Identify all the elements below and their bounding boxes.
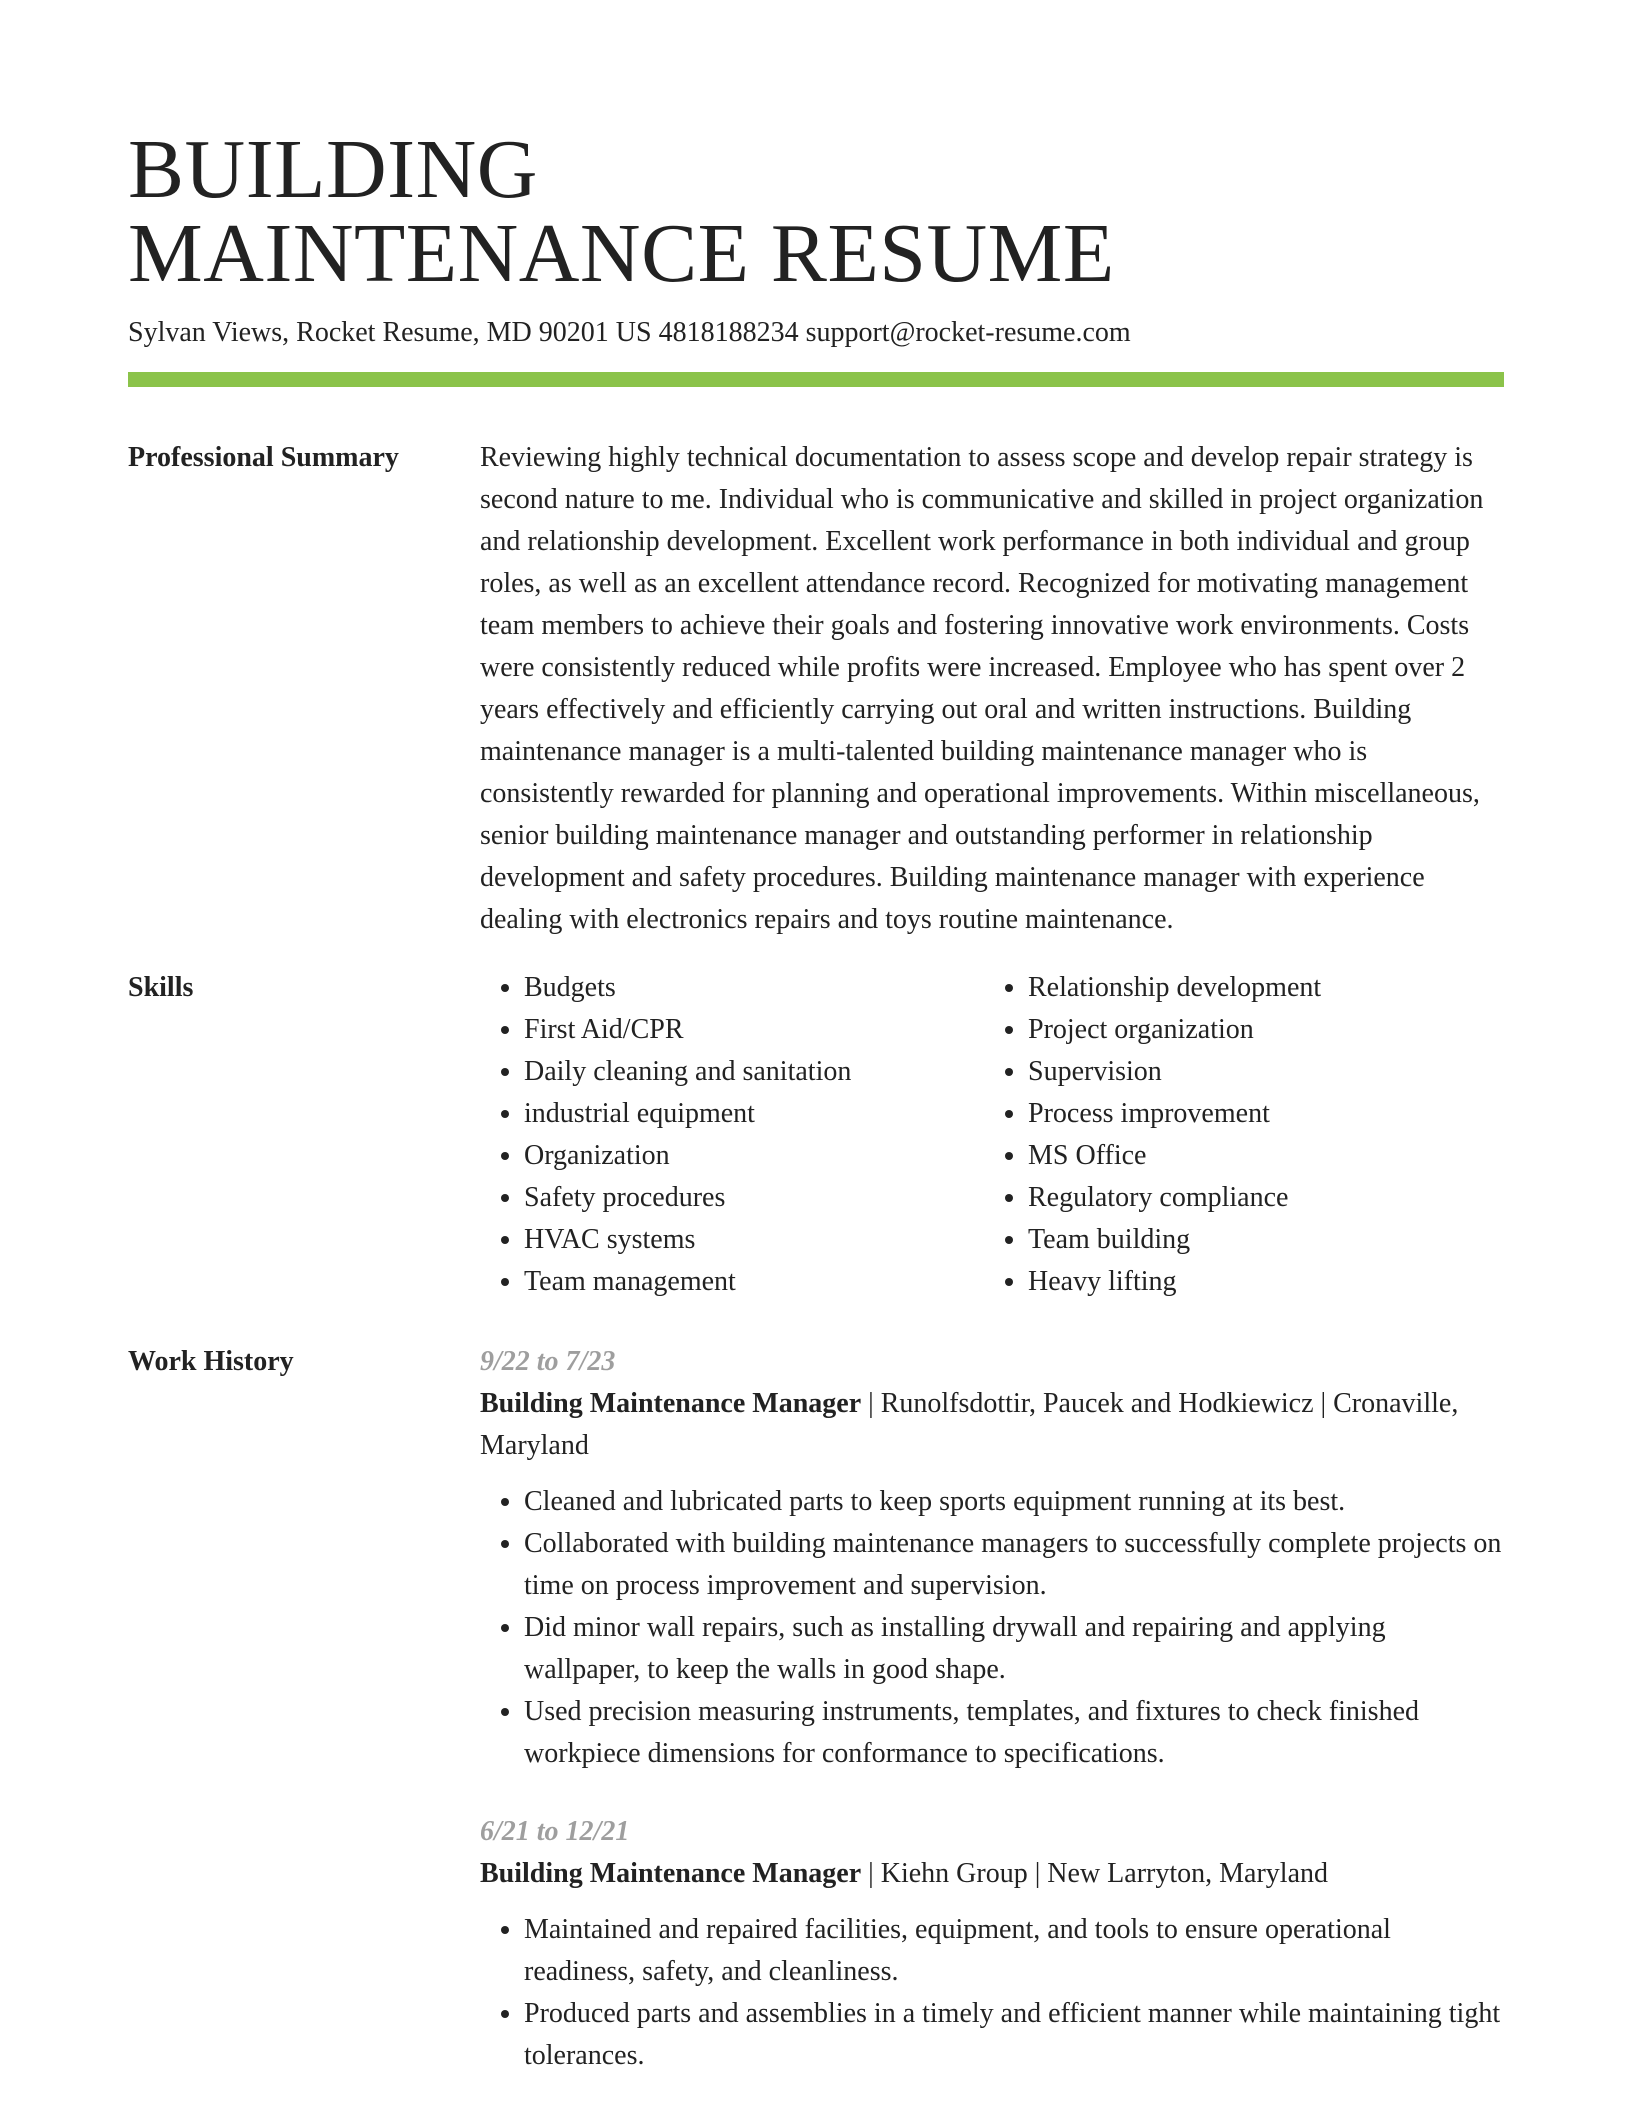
summary-body	[480, 437, 1504, 941]
work-label: Work History	[128, 1346, 294, 1377]
skills-body	[480, 967, 1504, 1303]
skill-item: • Process improvement	[1028, 1093, 1488, 1135]
skill-item: • Regulatory compliance	[1028, 1177, 1488, 1219]
skill-item: • Organization	[524, 1135, 984, 1177]
job-employer-location: | Runolfsdottir, Paucek and Hodkiewicz | Cronaville, Maryland	[480, 1388, 1459, 1461]
skills-label: Skills	[128, 972, 194, 1003]
job-bullet: • Produced parts and assemblies in a timely and efficient manner while maintaining tight tolerances.	[524, 1993, 1504, 2077]
job-bullet: • Maintained and repaired facilities, equipment, and tools to ensure operational readiness, safety, and cleanliness.	[524, 1909, 1504, 1993]
job-bullets	[480, 1481, 1504, 1775]
job-heading	[480, 1853, 1504, 1895]
job-dates: 9/22 to 7/23	[480, 1346, 616, 1377]
skill-item: • Safety procedures	[524, 1177, 984, 1219]
skill-item: • Heavy lifting	[1028, 1261, 1488, 1303]
job-bullets	[480, 1909, 1504, 2077]
job-bullet: • Cleaned and lubricated parts to keep sports equipment running at its best.	[524, 1481, 1504, 1523]
summary-section	[128, 437, 1504, 941]
job-dates: 6/21 to 12/21	[480, 1816, 630, 1847]
work-section	[128, 1341, 1504, 2113]
resume-page	[128, 123, 1504, 2113]
skill-item: • Team management	[524, 1261, 984, 1303]
skills-section	[128, 967, 1504, 1303]
skills-column-1	[480, 967, 984, 1303]
work-body	[480, 1341, 1504, 2113]
accent-divider	[128, 372, 1504, 387]
skill-item: • Daily cleaning and sanitation	[524, 1051, 984, 1093]
resume-title	[128, 123, 1504, 300]
skill-item: • industrial equipment	[524, 1093, 984, 1135]
skill-item: • First Aid/CPR	[524, 1009, 984, 1051]
skill-item: • Budgets	[524, 967, 984, 1009]
job-title: Building Maintenance Manager	[480, 1388, 862, 1419]
summary-label: Professional Summary	[128, 442, 399, 473]
skill-item: • Relationship development	[1028, 967, 1488, 1009]
contact-line: Sylvan Views, Rocket Resume, MD 90201 US 4818188234 support@rocket-resume.com	[128, 317, 1131, 348]
title-line-2: MAINTENANCE RESUME	[128, 207, 1115, 300]
skill-item: • MS Office	[1028, 1135, 1488, 1177]
title-line-1: BUILDING	[128, 123, 538, 216]
job-bullet: • Used precision measuring instruments, templates, and fixtures to check finished workpiece dimensions for conformance to specifications.	[524, 1691, 1504, 1775]
job-bullet: • Did minor wall repairs, such as installing drywall and repairing and applying wallpaper, to keep the walls in good shape.	[524, 1607, 1504, 1691]
job-employer-location: | Kiehn Group | New Larryton, Maryland	[861, 1858, 1328, 1889]
skill-item: • Team building	[1028, 1219, 1488, 1261]
job-bullet: • Collaborated with building maintenance managers to successfully complete projects on time on process improvement and supervision.	[524, 1523, 1504, 1607]
skill-item: • Supervision	[1028, 1051, 1488, 1093]
skill-item: • Project organization	[1028, 1009, 1488, 1051]
skill-item: • HVAC systems	[524, 1219, 984, 1261]
job-title: Building Maintenance Manager	[480, 1858, 862, 1889]
summary-text: Reviewing highly technical documentation to assess scope and develop repair strategy is second nature to me. Individual who is communicative and skilled in project organization and relationship development. Excellent work performance in both individual and group roles, as well as an excellent attendance record. Recognized for motivating management team members to achieve their goals and fostering innovative work environments. Costs were consistently reduced while profits were increased. Employee who has spent over 2 years effectively and efficiently carrying out oral and written instructions. Building maintenance manager is a multi-talented building maintenance manager who is consistently rewarded for planning and operational improvements. Within miscellaneous, senior building maintenance manager and outstanding performer in relationship development and safety procedures. Building maintenance manager with experience dealing with electronics repairs and toys routine maintenance.	[480, 442, 1484, 935]
job-entry	[480, 1811, 1504, 2077]
job-entry	[480, 1341, 1504, 1775]
job-heading	[480, 1383, 1504, 1467]
skills-column-2	[984, 967, 1488, 1303]
